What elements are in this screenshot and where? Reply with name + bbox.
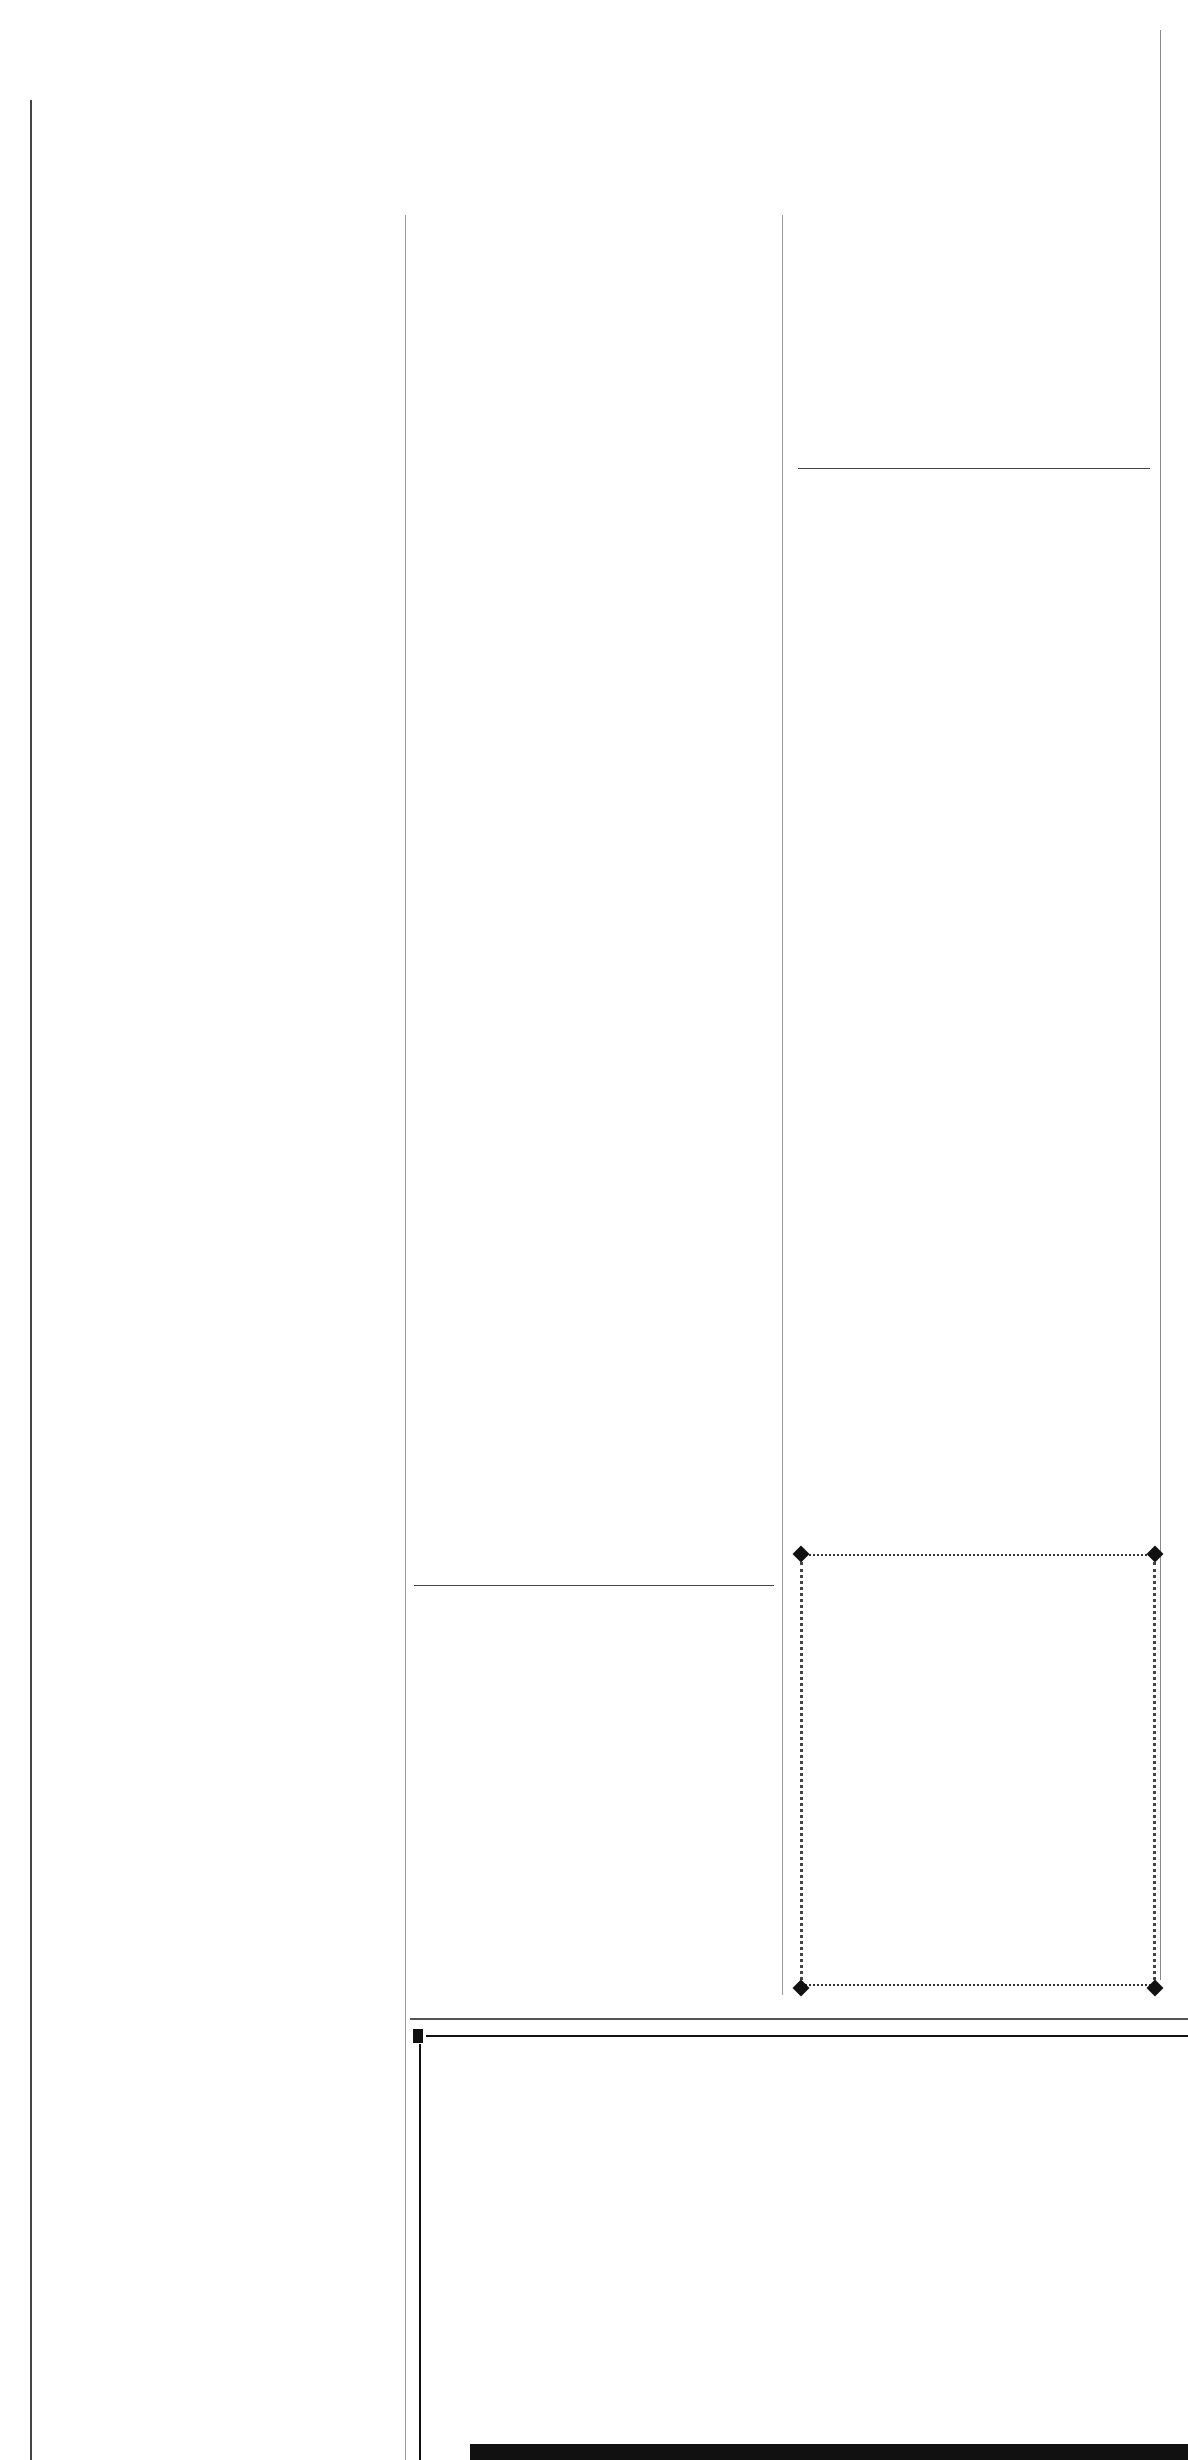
- ad-diamond-border-top: [410, 2026, 1188, 2046]
- ad-border-bottom: [797, 1984, 1159, 1988]
- left-edge-fragments: [0, 195, 26, 2460]
- lineup-continuation-space: [414, 216, 772, 258]
- ad-corner-ornament: [793, 1980, 810, 1997]
- flyers-article-rule: [798, 468, 1150, 469]
- flyers-article-body: [798, 608, 1150, 620]
- column-rule-2: [782, 215, 783, 1995]
- summaries-column: [414, 216, 772, 272]
- kiwanis-large-heading-cutoff: [470, 2444, 1188, 2460]
- ad-diamond-border-left: [410, 2026, 430, 2460]
- bingo-advertisement: [800, 1562, 1156, 1980]
- right-edge-fragments: [1162, 24, 1188, 104]
- movie-article-rule: [414, 1585, 774, 1586]
- main-article-column-1: [40, 218, 400, 230]
- column-rule-1: [405, 215, 406, 2460]
- left-column-rule: [30, 100, 32, 2460]
- ad-corner-ornament: [1147, 1980, 1164, 1997]
- kiwanis-advertisement: [410, 2026, 1188, 2460]
- ad-border-top: [797, 1554, 1159, 1558]
- right-edge-rule: [1160, 30, 1161, 1980]
- kiwanis-top-rule: [410, 2018, 1188, 2020]
- ad-corner-ornament: [793, 1546, 810, 1563]
